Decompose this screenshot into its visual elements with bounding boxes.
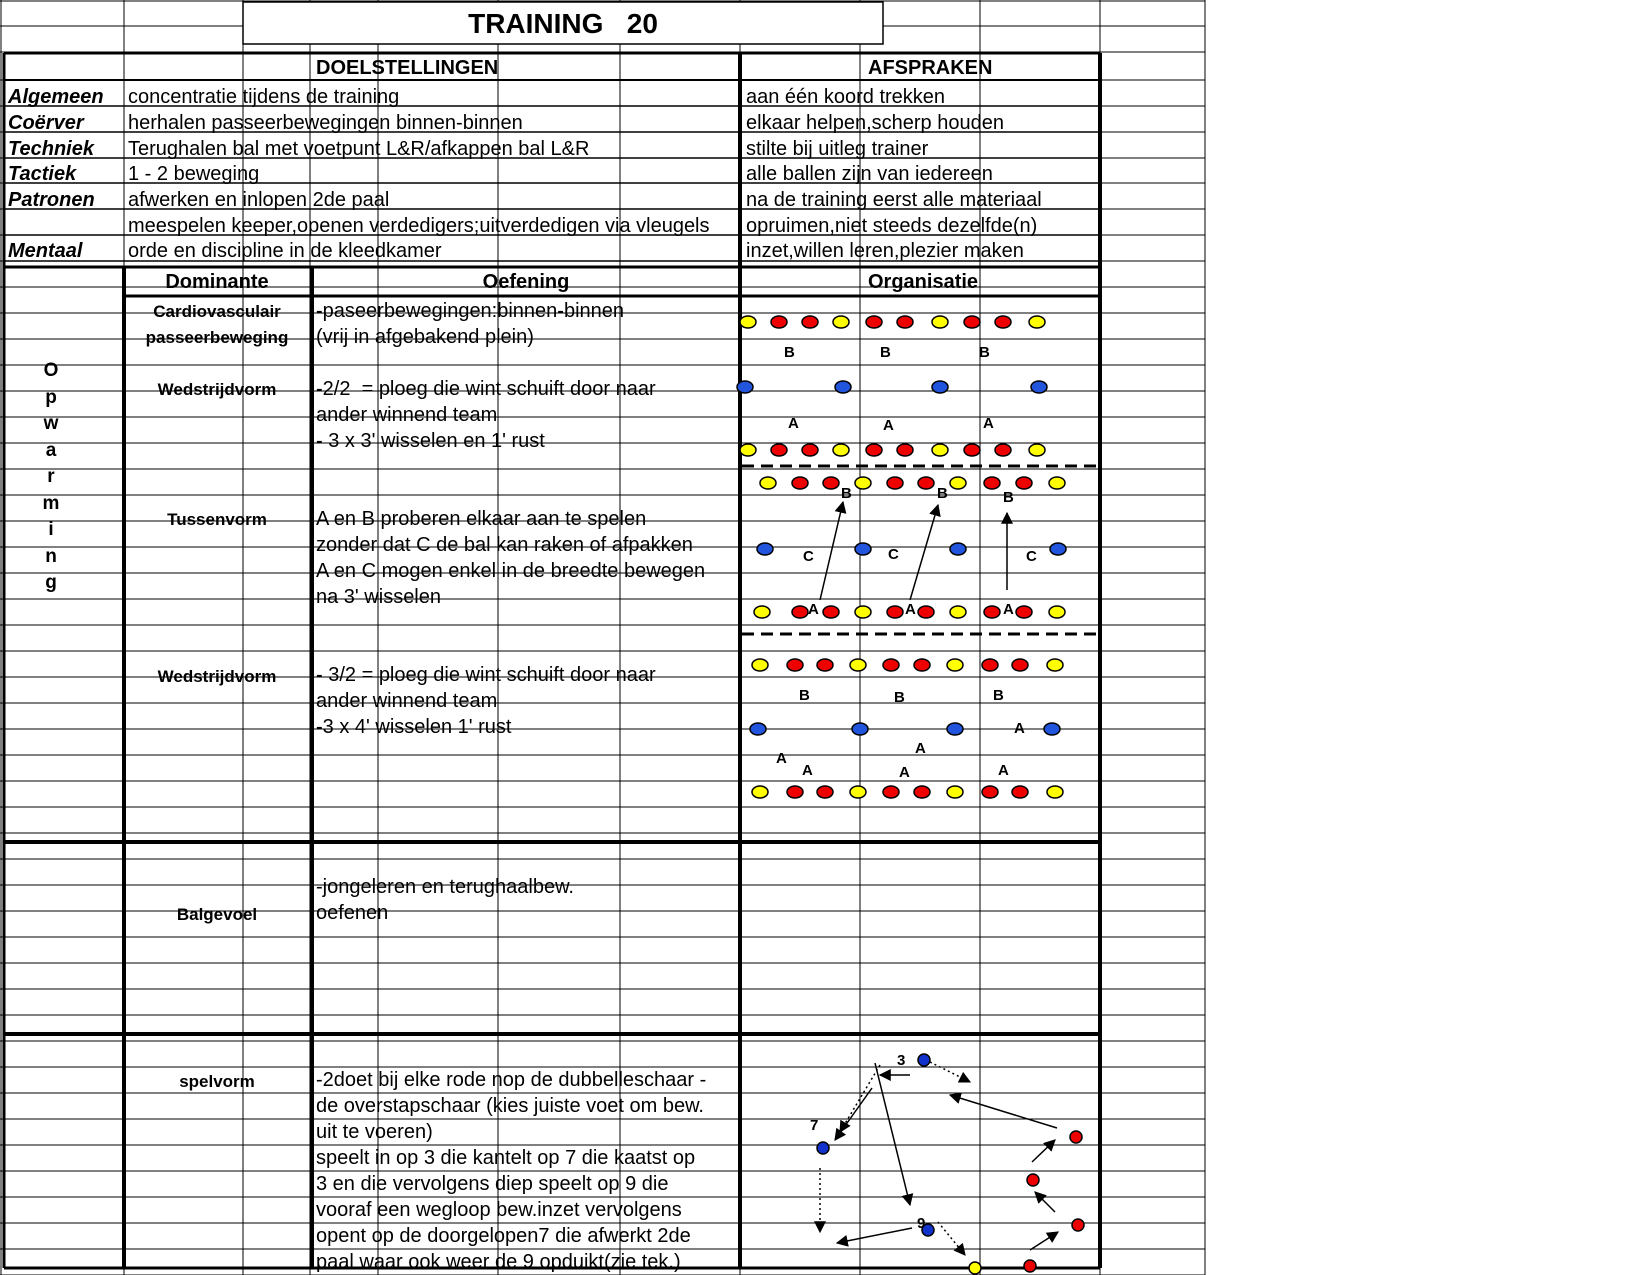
oefening-line: oefenen <box>316 902 389 924</box>
oefening-line: A en C mogen enkel in de breedte bewegen <box>316 560 706 582</box>
cone <box>964 444 980 456</box>
cone <box>918 477 934 489</box>
opwarming-letter: w <box>43 413 59 434</box>
goal-afspraak-mentaal: inzet,willen leren,plezier maken <box>746 240 1024 262</box>
oefening-line: - 3/2 = ploeg die wint schuift door naar <box>316 664 656 686</box>
opwarming-letter: m <box>42 492 60 514</box>
cone <box>897 316 913 328</box>
oefening-line: ander winnend team <box>316 404 498 426</box>
dominante-balgevoel: Balgevoel <box>176 905 258 924</box>
yellow-dot <box>969 1262 981 1274</box>
player-dot <box>918 1054 930 1066</box>
cone <box>883 786 899 798</box>
cone <box>995 444 1011 456</box>
goal-doel-coerver: herhalen passeerbewegingen binnen-binnen <box>128 112 523 134</box>
cone <box>883 659 899 671</box>
cone <box>757 543 773 555</box>
cone <box>914 786 930 798</box>
cone <box>771 444 787 456</box>
player-label: B <box>937 485 948 502</box>
player-label: A <box>1003 601 1014 618</box>
opwarming-letter: g <box>45 572 57 593</box>
dominante-passeerbeweging: passeerbeweging <box>145 328 289 347</box>
goal-doel-patronen-2: meespelen keeper,openen verdedigers;uitverdedigen via vleugels <box>128 215 710 237</box>
opwarming-letter: O <box>43 360 59 381</box>
cone <box>947 786 963 798</box>
cone <box>823 606 839 618</box>
cone <box>817 659 833 671</box>
player-label: B <box>880 344 891 361</box>
goal-label-mentaal: Mentaal <box>8 240 83 262</box>
organisatie-header: Organisatie <box>868 271 979 293</box>
player-label: A <box>998 762 1009 779</box>
cone <box>950 543 966 555</box>
pass-arrow <box>950 1095 1057 1128</box>
cone <box>855 606 871 618</box>
oefening-line: -paseerbewegingen:binnen-binnen <box>316 300 625 322</box>
cone <box>823 477 839 489</box>
cone <box>787 786 803 798</box>
cone <box>1029 316 1045 328</box>
goal-afspraak-techniek: stilte bij uitleg trainer <box>746 138 929 160</box>
cone <box>835 381 851 393</box>
cone <box>918 606 934 618</box>
run-arrow <box>930 1062 970 1082</box>
player-label: B <box>993 687 1004 704</box>
goal-doel-algemeen: concentratie tijdens de training <box>128 86 400 108</box>
pass-arrow <box>835 1088 872 1140</box>
cone <box>887 477 903 489</box>
player-label: B <box>894 689 905 706</box>
cone <box>932 316 948 328</box>
cone <box>982 659 998 671</box>
player-label: C <box>1026 548 1037 565</box>
cone <box>947 659 963 671</box>
cone <box>833 444 849 456</box>
oefening-line: ander winnend team <box>316 690 498 712</box>
cone <box>950 477 966 489</box>
cone <box>887 606 903 618</box>
cone <box>1050 543 1066 555</box>
cone <box>1029 444 1045 456</box>
cone <box>1012 659 1028 671</box>
move-arrow <box>1032 1140 1055 1162</box>
player-label: B <box>841 485 852 502</box>
cone <box>1049 606 1065 618</box>
dominante-tussenvorm: Tussenvorm <box>167 510 267 529</box>
goal-afspraak-tactiek: alle ballen zijn van iedereen <box>746 163 993 185</box>
oefening-line: (vrij in afgebakend plein) <box>316 326 534 348</box>
pass-arrow <box>875 1063 910 1205</box>
cone <box>1016 477 1032 489</box>
player-number: 7 <box>810 1117 819 1134</box>
player-label: A <box>788 415 799 432</box>
oefening-line: -3 x 4' wisselen 1' rust <box>316 716 512 738</box>
oefening-line: -jongeleren en terughaalbew. <box>316 876 574 898</box>
cone <box>1047 659 1063 671</box>
opwarming-letter: i <box>48 519 54 540</box>
goal-afspraak-patronen-2: opruimen,niet steeds dezelfde(n) <box>746 215 1038 237</box>
cone <box>1044 723 1060 735</box>
cone <box>1031 381 1047 393</box>
cone <box>1016 606 1032 618</box>
player-label: A <box>983 415 994 432</box>
cone <box>984 477 1000 489</box>
player-label: A <box>1014 720 1025 737</box>
cone <box>866 316 882 328</box>
oefening-line: na 3' wisselen <box>316 586 441 608</box>
red-dot <box>1070 1131 1082 1143</box>
run-arrow <box>840 1065 880 1132</box>
opwarming-letter: p <box>45 386 57 408</box>
oefening-line: opent op de doorgelopen7 die afwerkt 2de <box>316 1225 691 1247</box>
oefening-line: - 3 x 3' wisselen en 1' rust <box>316 430 545 452</box>
cone <box>802 444 818 456</box>
cone <box>817 786 833 798</box>
dominante-spelvorm: spelvorm <box>179 1072 255 1091</box>
opwarming-letter: a <box>45 439 57 461</box>
cone <box>850 659 866 671</box>
player-label: A <box>776 750 787 767</box>
cone <box>995 316 1011 328</box>
oefening-line: zonder dat C de bal kan raken of afpakken <box>316 534 693 556</box>
goal-afspraak-algemeen: aan één koord trekken <box>746 86 946 108</box>
goal-doel-tactiek: 1 - 2 beweging <box>128 163 260 185</box>
pass-arrow <box>837 1228 912 1243</box>
cone <box>792 477 808 489</box>
dominante-wedstrijdvorm-1: Wedstrijdvorm <box>157 380 277 399</box>
cone <box>802 316 818 328</box>
cone <box>754 606 770 618</box>
red-dot <box>1027 1174 1039 1186</box>
opwarming-letter: r <box>47 466 55 487</box>
cone <box>950 606 966 618</box>
cone <box>787 659 803 671</box>
cone <box>855 543 871 555</box>
afspraken-header: AFSPRAKEN <box>868 57 993 79</box>
page-title: TRAINING 20 <box>468 8 658 39</box>
player-label: C <box>888 546 899 563</box>
oefening-line: uit te voeren) <box>316 1121 433 1143</box>
player-label: B <box>1003 489 1014 506</box>
cone <box>866 444 882 456</box>
player-label: B <box>799 687 810 704</box>
move-arrow <box>1030 1232 1058 1250</box>
player-label: A <box>808 601 819 618</box>
cone <box>1012 786 1028 798</box>
cone <box>1047 786 1063 798</box>
cone <box>964 316 980 328</box>
cone <box>982 786 998 798</box>
red-dot <box>1024 1260 1036 1272</box>
dominante-header: Dominante <box>165 271 269 293</box>
goal-doel-techniek: Terughalen bal met voetpunt L&R/afkappen bal L&R <box>128 138 590 160</box>
player-label: A <box>915 740 926 757</box>
goal-label-algemeen: Algemeen <box>8 86 104 108</box>
cone <box>771 316 787 328</box>
oefening-line: paal waar ook weer de 9 opduikt(zie tek.) <box>316 1251 681 1273</box>
player-label: B <box>979 344 990 361</box>
goal-afspraak-coerver: elkaar helpen,scherp houden <box>746 112 1004 134</box>
opwarming-letter: n <box>45 545 57 567</box>
goal-afspraak-patronen: na de training eerst alle materiaal <box>746 189 1042 211</box>
cone <box>792 606 808 618</box>
oefening-line: speelt in op 3 die kantelt op 7 die kaatst op <box>316 1147 696 1169</box>
oefening-line: de overstapschaar (kies juiste voet om bew. <box>316 1095 704 1117</box>
cone <box>1049 477 1065 489</box>
oefening-line: 3 en die vervolgens diep speelt op 9 die <box>316 1173 669 1195</box>
player-label: A <box>905 601 916 618</box>
player-label: A <box>899 764 910 781</box>
move-arrow <box>1035 1192 1055 1212</box>
oefening-header: Oefening <box>482 271 570 293</box>
player-dot <box>817 1142 829 1154</box>
player-label: A <box>802 762 813 779</box>
player-number: 3 <box>897 1052 906 1069</box>
cone <box>750 723 766 735</box>
cone <box>932 381 948 393</box>
cone <box>752 786 768 798</box>
doelstellingen-header: DOELSTELLINGEN <box>316 57 499 79</box>
cone <box>740 316 756 328</box>
cone <box>932 444 948 456</box>
cone <box>947 723 963 735</box>
cone <box>850 786 866 798</box>
cone <box>833 316 849 328</box>
oefening-line: vooraf een wegloop bew.inzet vervolgens <box>316 1199 682 1221</box>
cone <box>852 723 868 735</box>
pass-arrow <box>820 502 843 600</box>
cone <box>855 477 871 489</box>
dominante-cardiovasculair: Cardiovasculair <box>153 302 281 321</box>
goal-label-techniek: Techniek <box>8 138 94 160</box>
dominante-wedstrijdvorm-2: Wedstrijdvorm <box>157 667 277 686</box>
player-label: A <box>883 417 894 434</box>
cone <box>752 659 768 671</box>
run-arrow <box>938 1222 965 1255</box>
goal-label-coerver: Coërver <box>8 112 84 134</box>
cone <box>737 381 753 393</box>
cone <box>760 477 776 489</box>
cone <box>914 659 930 671</box>
cone <box>897 444 913 456</box>
oefening-line: A en B proberen elkaar aan te spelen <box>316 508 647 530</box>
oefening-line: -2/2 = ploeg die wint schuift door naar <box>316 378 656 400</box>
red-dot <box>1072 1219 1084 1231</box>
player-label: B <box>784 344 795 361</box>
player-number: 9 <box>917 1215 926 1232</box>
goal-doel-mentaal: orde en discipline in de kleedkamer <box>128 240 442 262</box>
cone <box>984 606 1000 618</box>
player-label: C <box>803 548 814 565</box>
cone <box>740 444 756 456</box>
goal-label-patronen: Patronen <box>8 189 95 211</box>
goal-label-tactiek: Tactiek <box>8 163 77 185</box>
oefening-line: -2doet bij elke rode nop de dubbelleschaar - <box>316 1069 707 1091</box>
pass-arrow <box>910 505 938 600</box>
goal-doel-patronen: afwerken en inlopen 2de paal <box>128 189 390 211</box>
